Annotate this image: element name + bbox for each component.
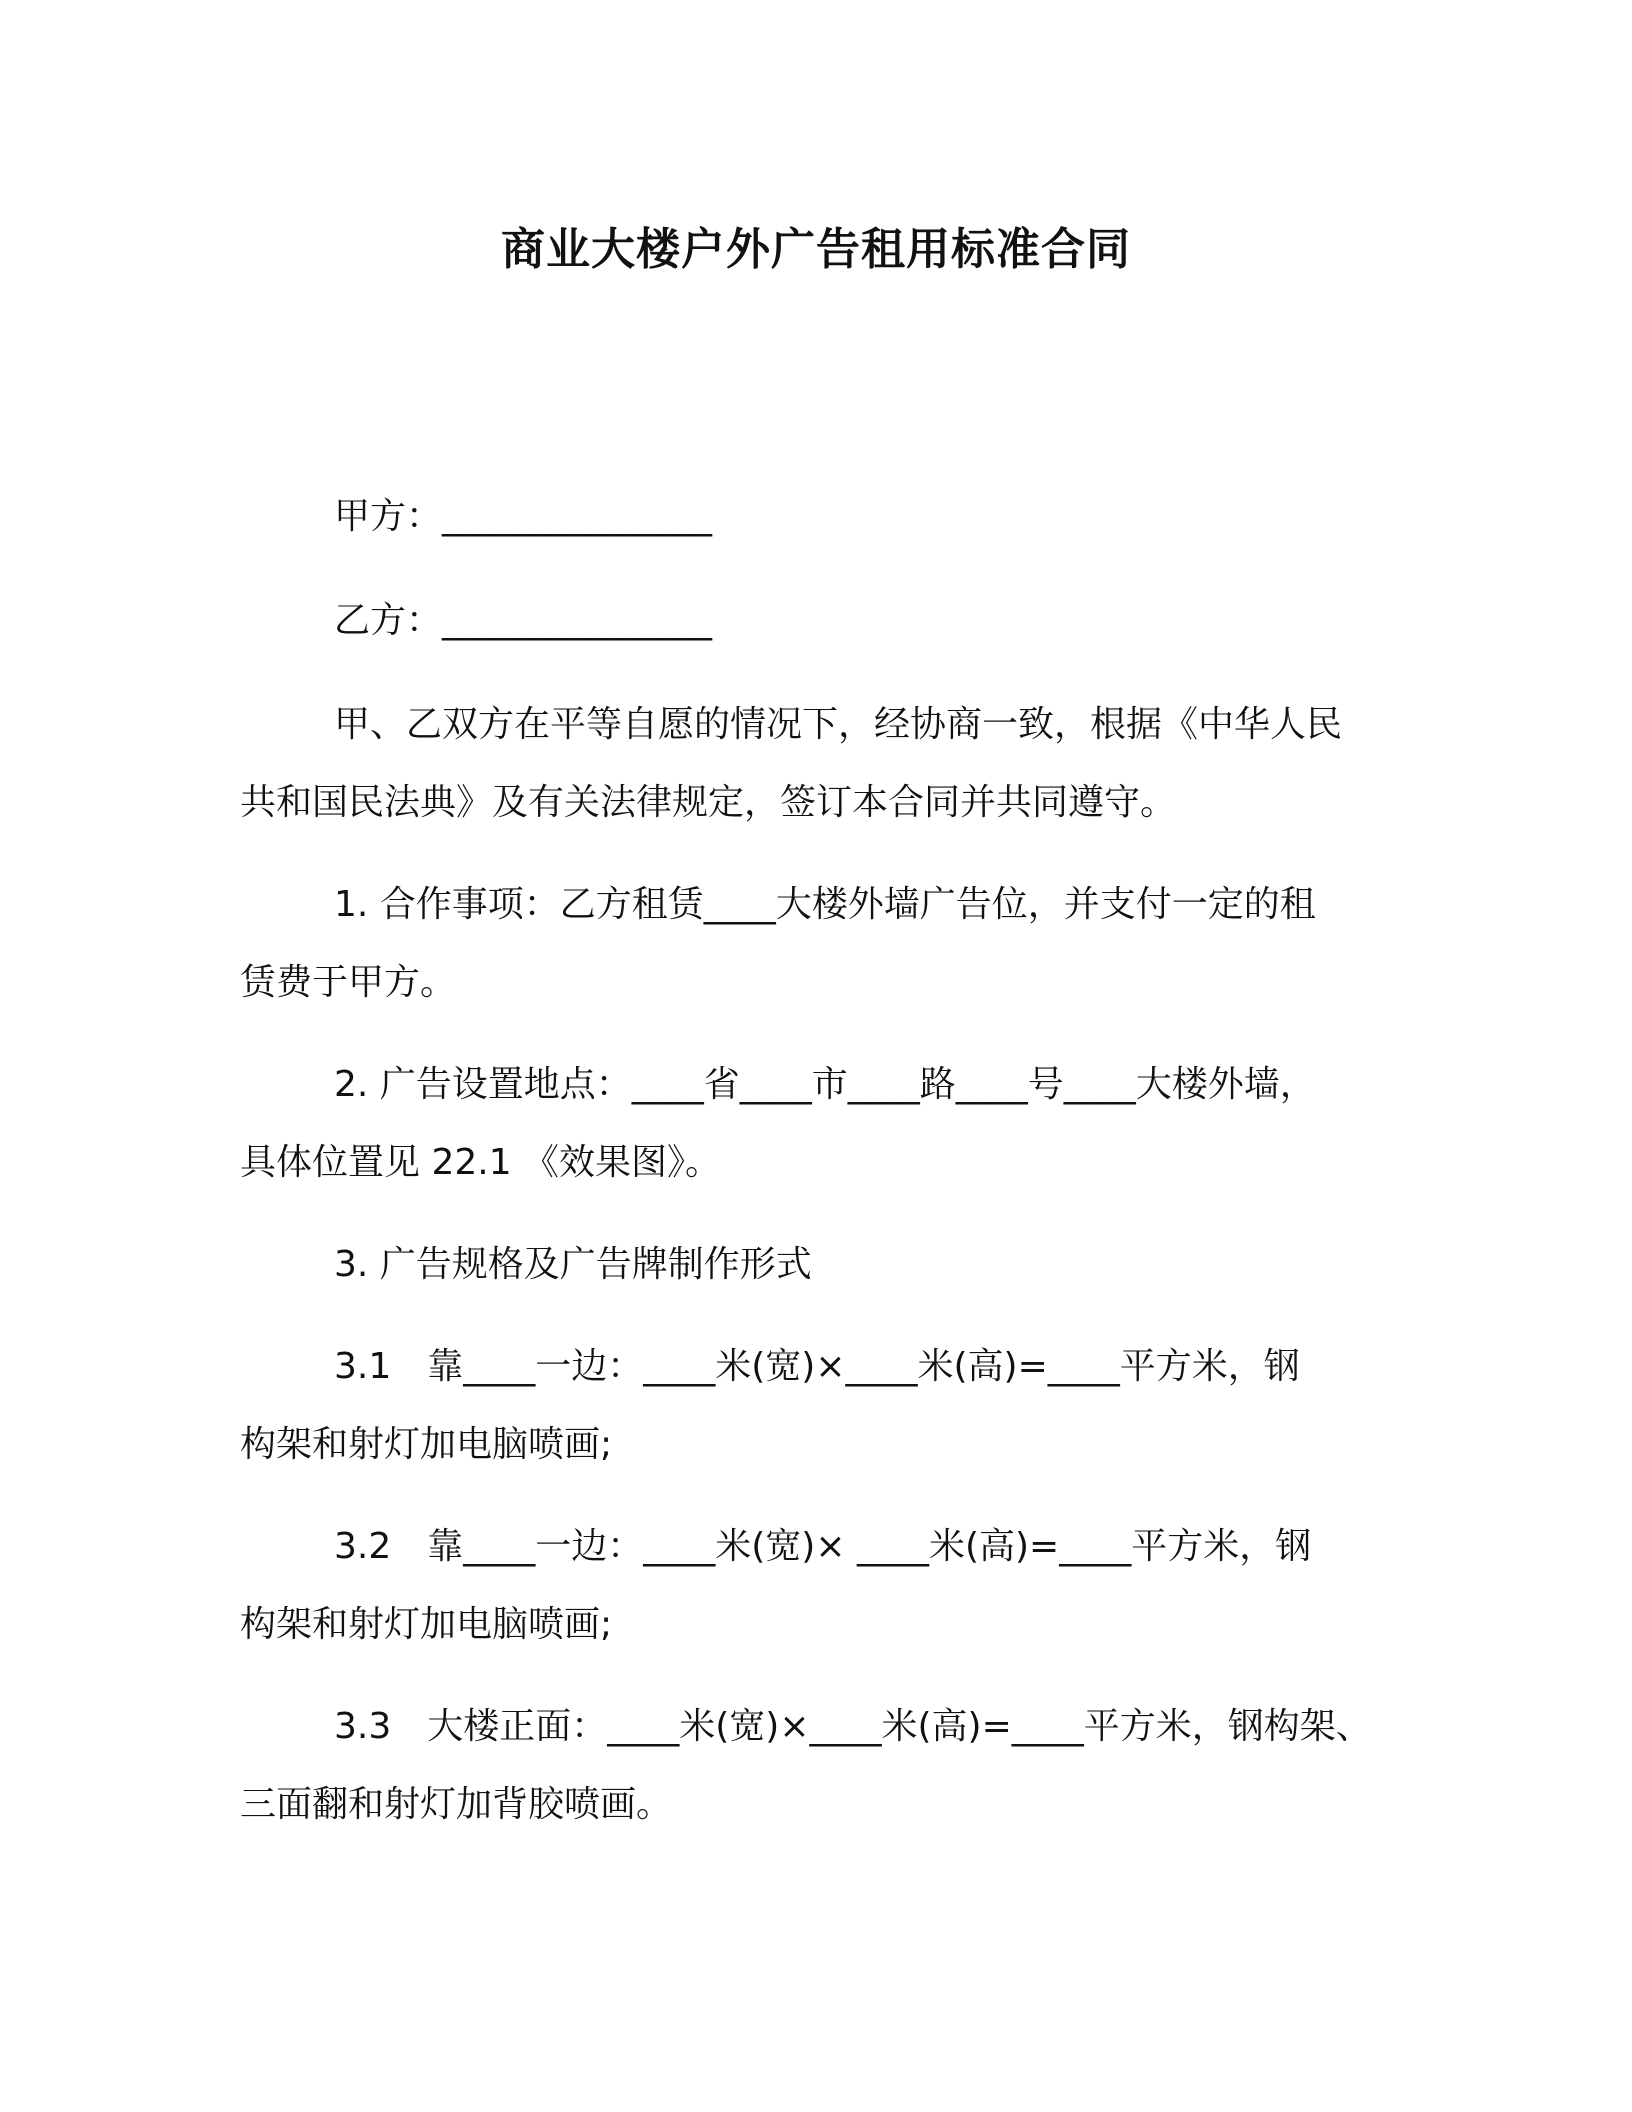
party-a-line: 甲方：_______________ [334,496,713,537]
clause-3-1-line-2: 构架和射灯加电脑喷画; [240,1424,613,1465]
clause-1-line-1: 1. 合作事项：乙方租赁____大楼外墙广告位，并支付一定的租 [334,884,1316,925]
preamble-line-2: 共和国民法典》及有关法律规定，签订本合同并共同遵守。 [240,782,1177,823]
document-title: 商业大楼户外广告租用标准合同 [501,224,1131,275]
clause-3-1-line-1: 3.1 靠____一边：____米(宽)×____米(高)=____平方米，钢 [334,1346,1300,1387]
clause-2-line-2: 具体位置见 22.1 《效果图》。 [240,1142,722,1183]
preamble-line-1: 甲、乙双方在平等自愿的情况下，经协商一致，根据《中华人民 [334,704,1343,745]
clause-3-3-line-2: 三面翻和射灯加背胶喷画。 [240,1784,673,1825]
clause-3-heading: 3. 广告规格及广告牌制作形式 [334,1244,812,1285]
clause-3-2-line-1: 3.2 靠____一边：____米(宽)× ____米(高)=____平方米，钢 [334,1526,1312,1567]
clause-3-2-line-2: 构架和射灯加电脑喷画; [240,1604,613,1645]
clause-3-3-line-1: 3.3 大楼正面：____米(宽)×____米(高)=____平方米，钢构架、 [334,1706,1372,1747]
clause-1-line-2: 赁费于甲方。 [240,962,457,1003]
party-b-line: 乙方：_______________ [334,600,713,641]
clause-2-line-1: 2. 广告设置地点：____省____市____路____号____大楼外墙， [334,1064,1316,1105]
